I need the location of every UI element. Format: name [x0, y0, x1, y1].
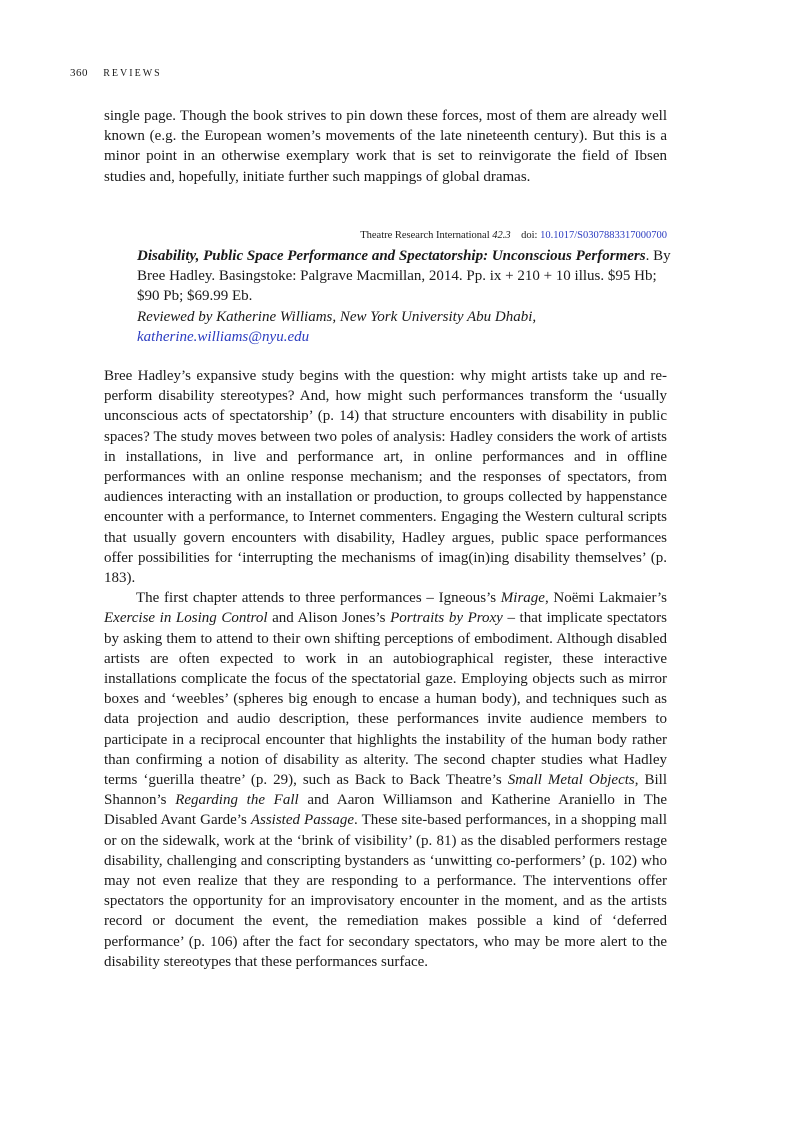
book-title: Disability, Public Space Performance and Spectatorship: Unconscious Performers [137, 248, 646, 264]
book-details: . By Bree Hadley. Basingstoke: Palgrave Macmillan, 2014. Pp. ix + 210 + 10 illus. $95 Hb; $90 Pb; $69.99 Eb. [137, 248, 671, 305]
work-title: Exercise in Losing Control [104, 610, 268, 627]
work-title: Mirage [500, 590, 545, 607]
work-title: Regarding the Fall [175, 792, 299, 809]
journal-volume: 42.3 [492, 230, 511, 241]
doi-label: doi: [521, 230, 538, 241]
reviewer-line: Reviewed by Katherine Williams, New York University Abu Dhabi, [137, 308, 537, 325]
running-head [70, 67, 162, 79]
work-title: Small Metal Objects [507, 772, 635, 789]
page-number: 360 [70, 67, 88, 79]
section-title: REVIEWS [103, 68, 162, 79]
doi-link[interactable]: 10.1017/S0307883317000700 [540, 230, 667, 241]
work-title: Portraits by Proxy [390, 610, 503, 627]
review-body [104, 366, 667, 972]
review-header [137, 246, 672, 347]
journal-name: Theatre Research International [360, 230, 490, 241]
citation-line [104, 230, 667, 241]
reviewer-email-link[interactable]: katherine.williams@nyu.edu [137, 328, 310, 345]
paragraph-2: The first chapter attends to three performances – Igneous’s Mirage, Noëmi Lakmaier’s Exercise in Losing Control and Alison Jones’s Portraits by Proxy – that implicate spectators by asking them to attend to their own shifting perceptions of embodiment. Although disabled artists are often expected to work in an autobiographical register, these interactive installations complicate the focus of the spectatorial gaze. Employing objects such as mirror boxes and ‘weebles’ (spheres big enough to encase a human body), and techniques such as data projection and audio description, these performances invite audience members to participate in a reciprocal encounter that highlights the instability of the human body rather than confirming a notion of disability as alterity. The second chapter studies what Hadley terms ‘guerilla theatre’ (p. 29), such as Back to Back Theatre’s Small Metal Objects, Bill Shannon’s Regarding the Fall and Aaron Williamson and Katherine Araniello in The Disabled Avant Garde’s Assisted Passage. These site-based performances, in a shopping mall or on the sidewalk, work at the ‘brink of visibility’ (p. 81) as the disabled performers restage disability, challenging and conscripting bystanders as ‘unwitting co-performers’ (p. 102) who may not even realize that they are responding to a performance. The interventions offer spectators the opportunity for an improvisatory encounter in the moment, and as the artists record or document the event, the remediation makes possible a kind of ‘deferred performance’ (p. 106) after the fact for secondary spectators, who may be more alert to the disability stereotypes that these performances surface. [104, 590, 667, 970]
previous-review-end: single page. Though the book strives to pin down these forces, most of them are already well known (e.g. the European women’s movements of the late nineteenth century). But this is a minor point in an otherwise exemplary work that is set to reinvigorate the field of Ibsen studies and, hopefully, initiate further such mappings of global dramas. [104, 108, 667, 185]
work-title: Assisted Passage [250, 812, 355, 829]
paragraph-1: Bree Hadley’s expansive study begins with the question: why might artists take up and re-perform disability stereotypes? And, how might such performances transform the ‘usually unconscious acts of spectatorship’ (p. 14) that structure encounters with disability in public spaces? The study moves between two poles of analysis: Hadley considers the work of artists in installations, in live and performance art, in online performances and in offline performances with an online response mechanism; and the responses of spectators, from audiences interacting with an installation or production, to groups collected by happenstance encounter with a performance, to Internet commenters. Engaging the Western cultural scripts that usually govern encounters with disability, Hadley argues, public space performances offer possibilities for ‘interrupting the mechanisms of imag(in)ing disability themselves’ (p. 183). [104, 368, 667, 587]
